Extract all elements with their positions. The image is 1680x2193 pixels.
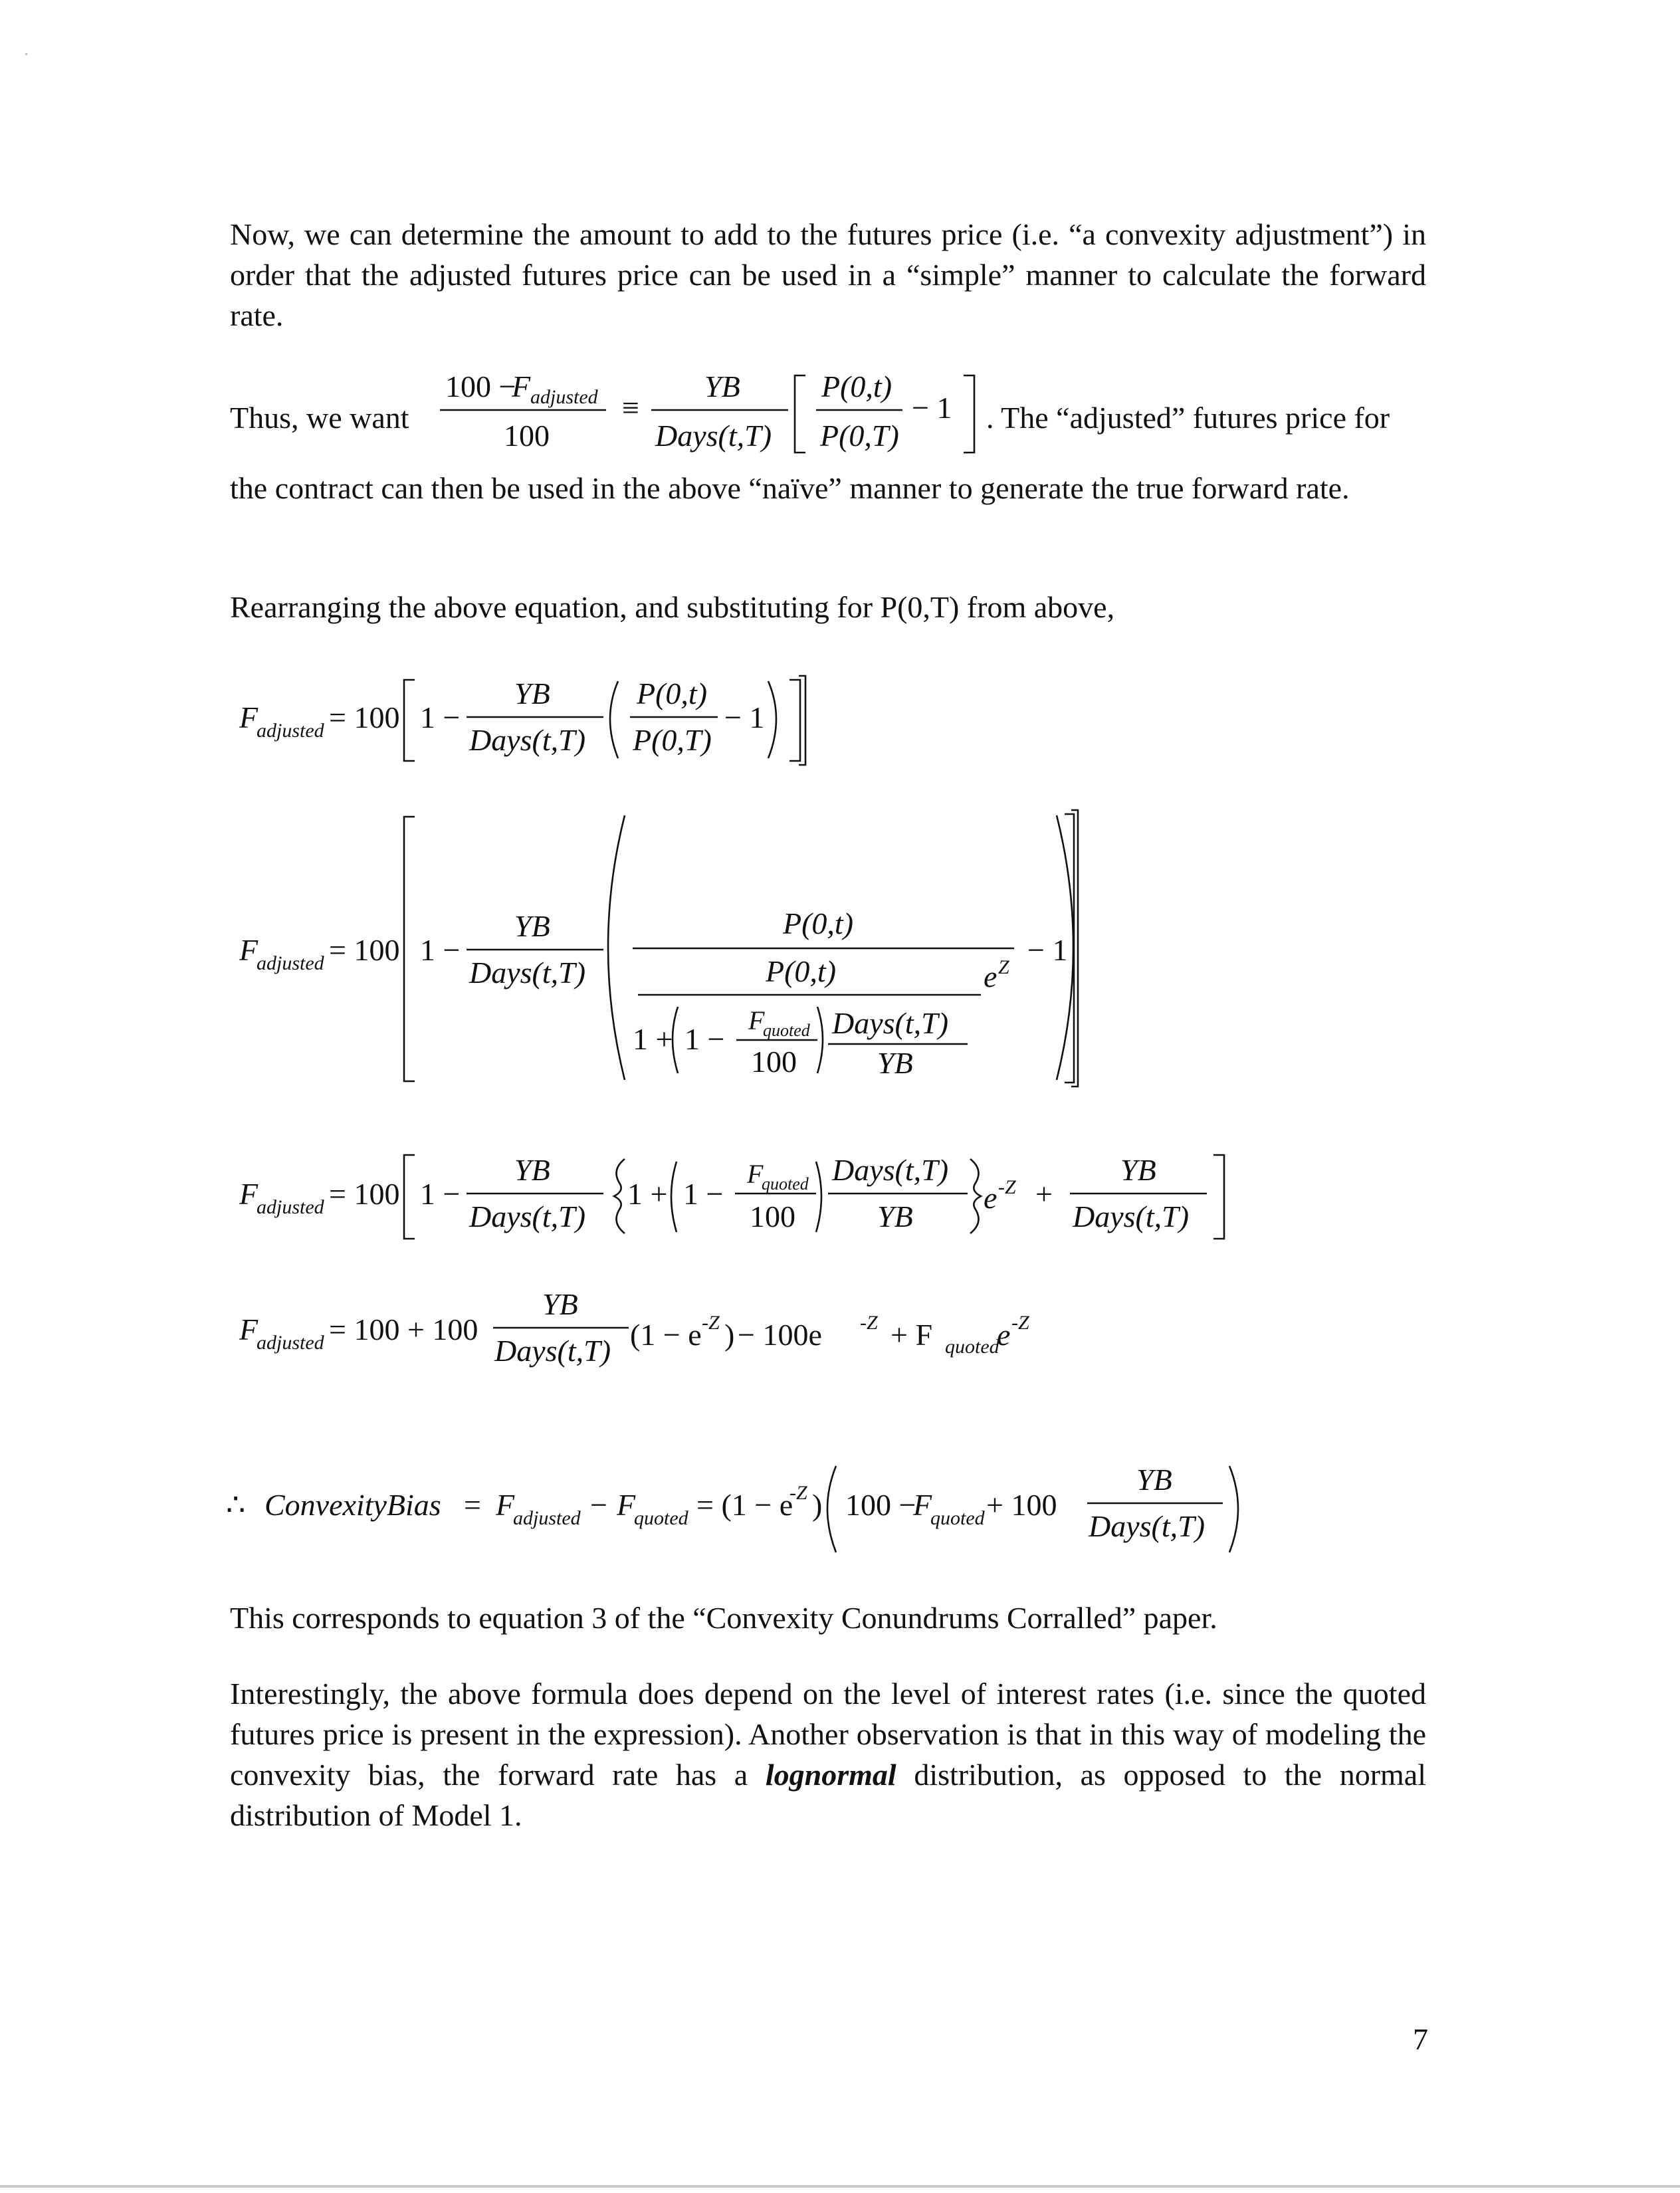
P0t-numerator: P(0,t) <box>821 369 892 403</box>
page-number: 7 <box>1413 2022 1428 2056</box>
denominator-100: 100 <box>504 419 550 453</box>
Z-exponent: Z <box>998 956 1009 978</box>
lognormal-emphasis: lognormal <box>765 1758 896 1792</box>
minus-one: − 1 <box>912 391 952 425</box>
one-minus-inner: 1 − <box>684 1022 725 1056</box>
quoted-subscript: quoted <box>945 1336 999 1358</box>
quoted-subscript-2: quoted <box>930 1507 985 1529</box>
negZ-exponent: -Z <box>789 1482 807 1504</box>
YB-numerator: YB <box>514 1153 550 1187</box>
YB-numerator-2: YB <box>1120 1153 1156 1187</box>
YB-numerator: YB <box>704 369 740 403</box>
P0t-outer-numerator: P(0,t) <box>783 906 854 940</box>
YB-inner: YB <box>877 1046 913 1080</box>
adjusted-subscript: adjusted <box>513 1507 581 1529</box>
plus-100: + 100 <box>986 1488 1057 1522</box>
minus-one: − 1 <box>724 700 765 734</box>
F-symbol: F <box>239 700 259 734</box>
F-symbol: F <box>239 1312 259 1346</box>
close-paren: ) <box>812 1488 823 1522</box>
F-quoted-symbol: F <box>748 1005 765 1035</box>
one-plus: 1 + <box>633 1022 673 1056</box>
target-equation <box>425 369 1023 469</box>
quoted-subscript: quoted <box>762 1174 809 1194</box>
interesting-text-1: Interestingly, the above formula does depend on the level of interest rates (i.e. since the quoted futures price is present in the expression). Another observation is that in this way of modeling the convexity bias, the forward rate has a <box>230 1677 1426 1792</box>
thus-prefix: Thus, we want <box>230 401 409 435</box>
F-symbol: F <box>239 1177 259 1211</box>
equals-100: = 100 <box>329 933 400 967</box>
days-inner: Days(t,T) <box>832 1153 949 1187</box>
quoted-subscript: quoted <box>634 1507 688 1529</box>
F-adjusted-symbol: F <box>496 1488 515 1522</box>
adjusted-subscript: adjusted <box>257 1332 324 1354</box>
days-denominator: Days(t,T) <box>494 1334 611 1368</box>
YB-numerator: YB <box>542 1287 578 1321</box>
equation-3 <box>226 1130 1489 1249</box>
minus-sign: − <box>590 1488 607 1522</box>
YB-numerator: YB <box>514 909 550 943</box>
quoted-subscript: quoted <box>763 1021 810 1040</box>
plus-sign: + <box>1035 1177 1053 1211</box>
e-symbol: e <box>984 1181 998 1215</box>
intro-paragraph: Now, we can determine the amount to add to the futures price (i.e. “a convexity adjustment”) in order that the adjusted futures price can be used in a “simple” manner to calculate the forward rate. <box>230 217 1426 332</box>
thus-suffix: . The “adjusted” futures price for <box>986 401 1390 435</box>
equals-100: = 100 <box>329 700 400 734</box>
equiv-sign: ≡ <box>622 391 639 425</box>
hundred: 100 <box>750 1200 795 1233</box>
hundred-minus: 100 − <box>845 1488 916 1522</box>
negZ-exponent-1: -Z <box>702 1312 720 1334</box>
YB-numerator: YB <box>514 677 550 710</box>
P0t-inner-numerator: P(0,t) <box>766 954 837 988</box>
days-denominator-2: Days(t,T) <box>1073 1200 1190 1233</box>
P0T-denominator: P(0,T) <box>820 419 899 453</box>
interesting-text-2: distribution, as opposed to the normal distribution of Model 1. <box>230 1758 1426 1832</box>
adjusted-subscript: adjusted <box>257 952 324 974</box>
e-symbol: e <box>997 1318 1011 1352</box>
convexity-bias-label: ConvexityBias <box>264 1488 441 1522</box>
days-inner: Days(t,T) <box>832 1006 949 1040</box>
one-minus: 1 − <box>420 933 461 967</box>
equation-1 <box>226 668 1489 774</box>
negZ-exponent-3: -Z <box>1011 1312 1029 1334</box>
F-quoted-symbol-2: F <box>913 1488 932 1522</box>
adjusted-subscript: adjusted <box>257 720 324 742</box>
equation-convexity-bias <box>226 1449 1489 1562</box>
rearranging-paragraph: Rearranging the above equation, and substituting for P(0,T) from above, <box>230 590 1115 624</box>
one-minus-e-open: (1 − e <box>630 1318 702 1352</box>
days-denominator: Days(t,T) <box>655 419 772 453</box>
corresponds-paragraph: This corresponds to equation 3 of the “Convexity Conundrums Corralled” paper. <box>230 1601 1217 1635</box>
adjusted-subscript: adjusted <box>530 386 598 408</box>
scan-bottom-edge <box>0 2185 1680 2188</box>
days-denominator: Days(t,T) <box>469 956 586 990</box>
days-denominator: Days(t,T) <box>469 723 586 757</box>
negZ-exponent-2: -Z <box>860 1312 878 1334</box>
plus-F-quoted: + F <box>891 1318 933 1352</box>
one-plus: 1 + <box>627 1177 668 1211</box>
F-symbol: F <box>239 933 259 967</box>
adjusted-subscript: adjusted <box>257 1196 324 1218</box>
F-quoted-symbol: F <box>747 1159 764 1189</box>
days-denominator: Days(t,T) <box>1089 1509 1206 1543</box>
interesting-paragraph <box>230 1673 1426 1835</box>
minus-one: − 1 <box>1027 933 1068 967</box>
P0t-numerator: P(0,t) <box>637 677 708 710</box>
thus-continue: the contract can then be used in the above “naïve” manner to generate the true forward rate. <box>230 471 1350 505</box>
equation-2 <box>226 807 1489 1087</box>
e-symbol: e <box>984 960 998 993</box>
equals-100-plus-100: = 100 + 100 <box>329 1312 478 1346</box>
hundred: 100 <box>751 1045 797 1079</box>
one-minus: 1 − <box>420 1177 461 1211</box>
minus-100e: − 100e <box>738 1318 822 1352</box>
negZ-exponent: -Z <box>998 1176 1016 1198</box>
one-minus: 1 − <box>420 700 461 734</box>
equals-one-minus-e: = (1 − e <box>696 1488 793 1522</box>
close-paren: ) <box>724 1318 735 1352</box>
therefore-symbol: ∴ <box>226 1488 246 1522</box>
YB-inner: YB <box>877 1200 913 1233</box>
one-minus-inner: 1 − <box>683 1177 724 1211</box>
F-quoted-symbol: F <box>617 1488 636 1522</box>
F-symbol: F <box>512 369 531 403</box>
days-denominator: Days(t,T) <box>469 1200 586 1233</box>
scan-speck <box>25 53 27 55</box>
YB-numerator: YB <box>1136 1463 1172 1497</box>
P0T-denominator: P(0,T) <box>633 723 712 757</box>
equation-4 <box>226 1276 1489 1389</box>
numerator-100-minus: 100 − <box>445 369 516 403</box>
equals-sign: = <box>464 1488 481 1522</box>
equals-100: = 100 <box>329 1177 400 1211</box>
